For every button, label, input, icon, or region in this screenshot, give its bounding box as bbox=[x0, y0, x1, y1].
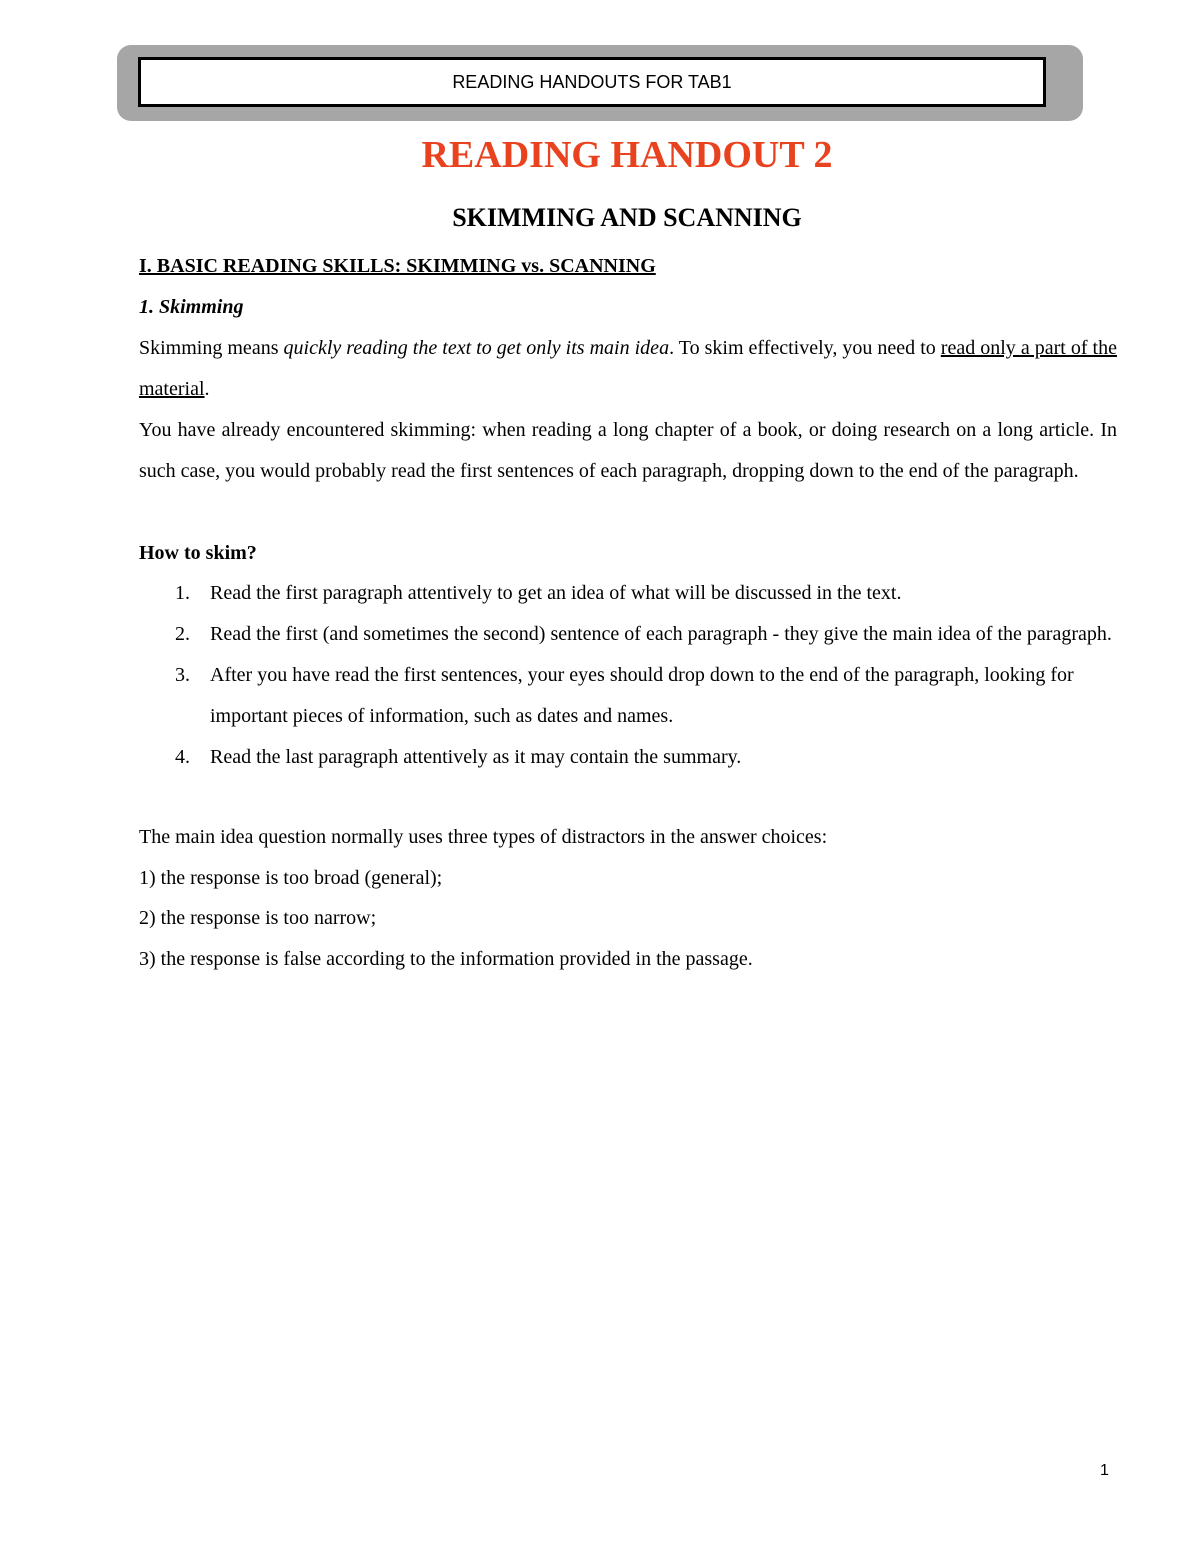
page-number: 1 bbox=[1100, 1462, 1109, 1479]
step-text: Read the first (and sometimes the second) sentence of each paragraph - they give the main idea of the paragraph. bbox=[210, 623, 1112, 645]
step-number: 2. bbox=[175, 623, 190, 645]
definition-prefix: Skimming means bbox=[139, 337, 284, 359]
how-to-skim-heading: How to skim? bbox=[139, 542, 257, 564]
distractors-intro: The main idea question normally uses three types of distractors in the answer choices: bbox=[139, 826, 828, 848]
definition-italic: quickly reading the text to get only its main idea bbox=[283, 337, 670, 359]
page-subtitle: SKIMMING AND SCANNING bbox=[452, 203, 802, 232]
skimming-definition-paragraph bbox=[139, 328, 1117, 410]
response-line: 1) the response is too broad (general); bbox=[139, 867, 443, 889]
definition-underlined: read only a part of the material bbox=[139, 337, 1117, 400]
definition-suffix: . bbox=[204, 378, 210, 400]
step-text: Read the first paragraph attentively to get an idea of what will be discussed in the text. bbox=[210, 582, 902, 604]
section-heading: I. BASIC READING SKILLS: SKIMMING vs. SCANNING bbox=[139, 255, 656, 277]
response-line: 2) the response is too narrow; bbox=[139, 907, 377, 929]
skimming-example-paragraph: You have already encountered skimming: when reading a long chapter of a book, or doing research on a long article. In such case, you would probably read the first sentences of each paragraph, dropping down to the end of the paragraph. bbox=[139, 419, 1117, 482]
skim-steps-list bbox=[139, 573, 1117, 778]
step-number: 3. bbox=[175, 664, 190, 686]
step-number: 1. bbox=[175, 582, 190, 604]
step-text: After you have read the first sentences, your eyes should drop down to the end of the paragraph, looking for important pieces of information, such as dates and names. bbox=[210, 664, 1074, 727]
page-title: READING HANDOUT 2 bbox=[421, 134, 833, 176]
subsection-heading-skimming: 1. Skimming bbox=[139, 296, 244, 318]
header-banner-text: READING HANDOUTS FOR TAB1 bbox=[452, 71, 732, 92]
list-item bbox=[139, 737, 1117, 778]
header-banner bbox=[138, 57, 1046, 107]
response-line: 3) the response is false according to the information provided in the passage. bbox=[139, 948, 753, 970]
list-item bbox=[139, 573, 1117, 614]
list-item bbox=[139, 655, 1117, 737]
step-text: Read the last paragraph attentively as it may contain the summary. bbox=[210, 746, 742, 768]
step-number: 4. bbox=[175, 746, 190, 768]
list-item bbox=[139, 614, 1117, 655]
definition-middle: . To skim effectively, you need to bbox=[669, 337, 941, 359]
